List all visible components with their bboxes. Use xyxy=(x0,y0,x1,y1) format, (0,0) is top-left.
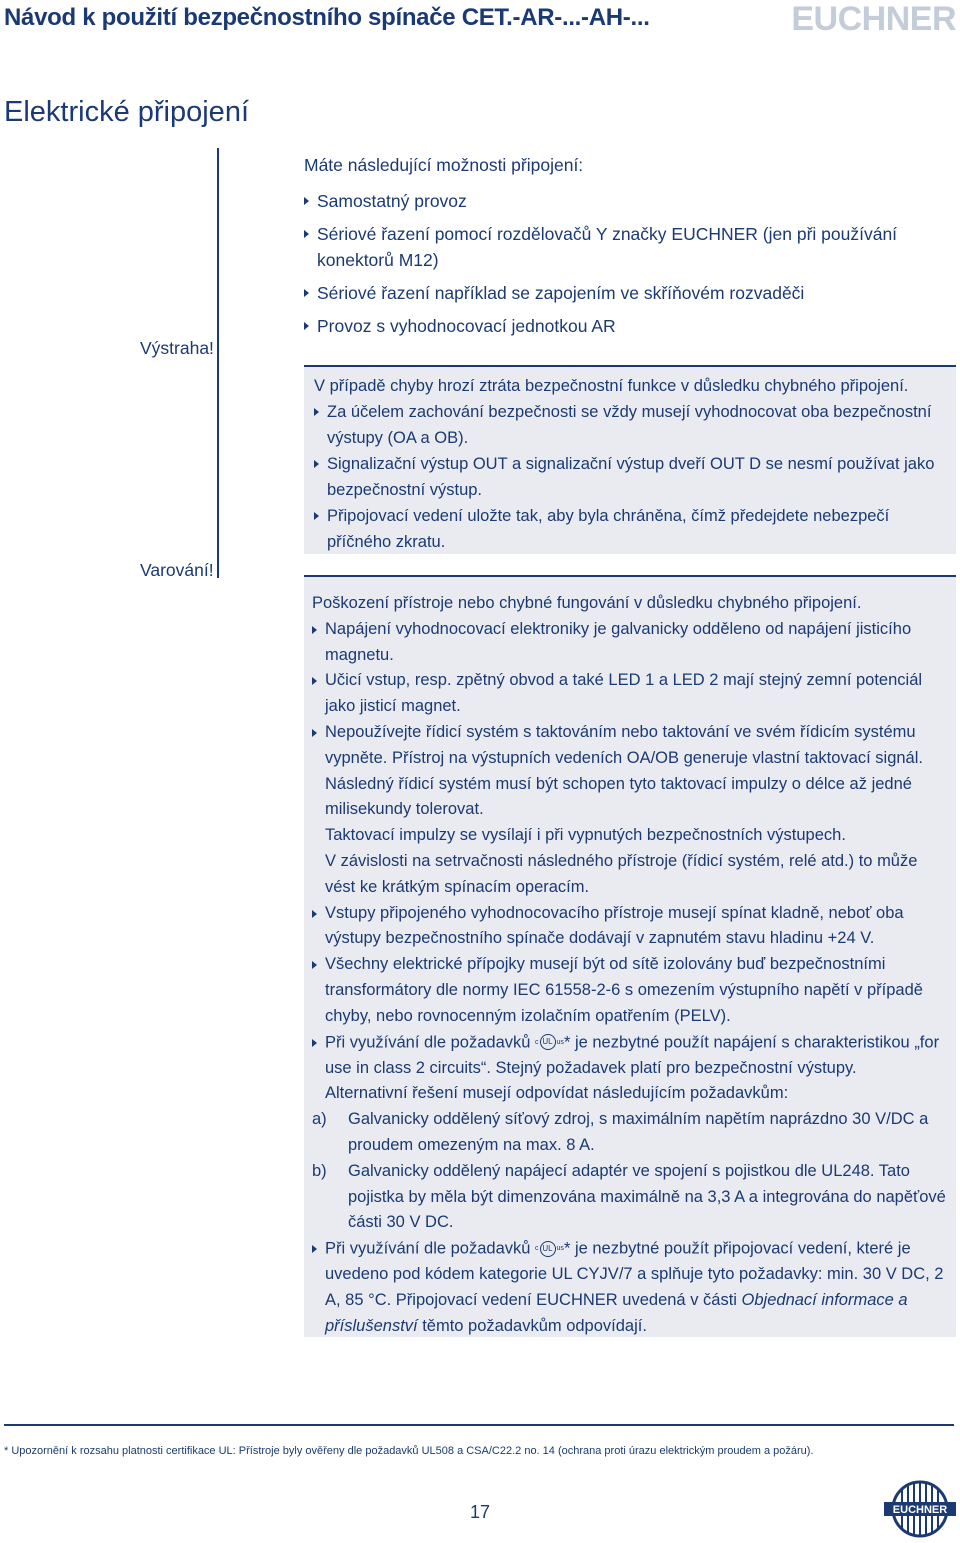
alternative-a: a) Galvanicky oddělený síťový zdroj, s maximálním napětím naprázdno 30 V/DC a proudem omezeným na max. 8 A. xyxy=(312,1110,929,1154)
list-item: Provoz s vyhodnocovací jednotkou AR xyxy=(304,313,954,339)
bullet-triangle-icon xyxy=(312,677,317,685)
bullet-triangle-icon xyxy=(304,197,309,205)
bullet-triangle-icon xyxy=(312,626,317,634)
bullet-triangle-icon xyxy=(312,1245,317,1253)
bullet-triangle-icon xyxy=(314,408,319,416)
list-item: Připojovací vedení uložte tak, aby byla chráněna, čímž předejdete nebezpečí příčného zkratu. xyxy=(314,503,946,555)
caution-note: Taktovací impulzy se vysílají i při vypnutých bezpečnostních výstupech. xyxy=(325,826,846,845)
label-column-divider xyxy=(217,148,219,578)
list-item: Samostatný provoz xyxy=(304,188,954,214)
caution-note: Alternativní řešení musejí odpovídat následujícím požadavkům: xyxy=(325,1084,789,1103)
bullet-triangle-icon xyxy=(312,910,317,918)
warning-label: Výstraha! xyxy=(140,338,214,358)
list-item: Učicí vstup, resp. zpětný obvod a také LED 1 a LED 2 mají stejný zemní potenciál jako jisticí magnet. xyxy=(312,668,948,720)
bullet-triangle-icon xyxy=(304,322,309,330)
caution-lead: Poškození přístroje nebo chybné fungování v důsledku chybného připojení. xyxy=(312,594,862,612)
caution-list-final xyxy=(312,1236,948,1339)
warning-list xyxy=(314,399,946,555)
logo-wordmark: EUCHNER xyxy=(892,1504,948,1516)
caution-label: Varování! xyxy=(140,560,214,580)
bullet-triangle-icon xyxy=(314,512,319,520)
bullet-triangle-icon xyxy=(312,1039,317,1047)
caution-box xyxy=(304,575,956,1337)
page-header xyxy=(0,0,960,42)
ul-certification-icon: us xyxy=(556,1245,564,1253)
list-item: Při využívání dle požadavků c UL us* je nezbytné použít napájení s charakteristikou „for use in class 2 circuits“. Stejný požadavek platí pro bezpečnostní výstupy. xyxy=(312,1030,948,1082)
caution-list xyxy=(312,617,948,823)
document-title: Návod k použití bezpečnostního spínače CET.-AR-...-AH-... xyxy=(4,4,650,31)
euchner-logo-icon xyxy=(884,1480,956,1538)
brand-wordmark: EUCHNER xyxy=(791,0,956,38)
list-item: Vstupy připojeného vyhodnocovacího přístroje musejí spínat kladně, neboť oba výstupy bezpečnostního spínače dodávají v zapnutém stavu hladinu +24 V. xyxy=(312,901,948,953)
caution-note: V závislosti na setrvačnosti následného přístroje (řídicí systém, relé atd.) to může vést ke krátkým spínacím operacím. xyxy=(325,851,918,896)
cross-reference: Objednací informace a příslušenství xyxy=(325,1291,908,1335)
list-item: Signalizační výstup OUT a signalizační výstup dveří OUT D se nesmí používat jako bezpečnostní výstup. xyxy=(314,451,946,503)
list-item: Za účelem zachování bezpečnosti se vždy musejí vyhodnocovat oba bezpečnostní výstupy (OA a OB). xyxy=(314,399,946,451)
bullet-triangle-icon xyxy=(304,230,309,238)
alternative-b: b) Galvanicky oddělený napájecí adaptér ve spojení s pojistkou dle UL248. Tato pojistka by měla být dimenzována maximálně na 3,3 A a integrována do napěťové části 30 V DC. xyxy=(312,1161,946,1232)
footnote: * Upozornění k rozsahu platnosti certifikace UL: Přístroje byly ověřeny dle požadavků UL508 a CSA/C22.2 no. 14 (ochrana proti úrazu elektrickým proudem a požáru). xyxy=(4,1445,814,1457)
warning-lead: V případě chyby hrozí ztráta bezpečnostní funkce v důsledku chybného připojení. xyxy=(314,377,909,395)
bullet-triangle-icon xyxy=(304,289,309,297)
ul-certification-icon: us xyxy=(556,1038,564,1046)
bullet-triangle-icon xyxy=(312,961,317,969)
page-number: 17 xyxy=(470,1502,491,1522)
list-item: Při využívání dle požadavků c UL us* je nezbytné použít připojovací vedení, které je uvedeno pod kódem kategorie UL CYJV/7 a splňuje tyto požadavky: min. 30 V DC, 2 A, 85 °C. Připojovací vedení EUCHNER uvedená v části Objednací informace a příslušenství těmto požadavkům odpovídají. xyxy=(312,1236,948,1339)
connection-options xyxy=(304,152,954,346)
ul-certification-icon: c xyxy=(535,1038,539,1046)
ul-certification-icon: UL xyxy=(540,1241,556,1257)
ul-certification-icon: c xyxy=(535,1245,539,1253)
list-item: Sériové řazení pomocí rozdělovačů Y značky EUCHNER (jen při používání konektorů M12) xyxy=(304,221,954,273)
list-item: Všechny elektrické přípojky musejí být od sítě izolovány buď bezpečnostními transformátory dle normy IEC 61558-2-6 s omezením výstupního napětí v případě chyby, nebo rovnocenným izolačním opatřením (PELV). xyxy=(312,952,948,1029)
warning-box xyxy=(304,365,956,554)
list-item: Napájení vyhodnocovací elektroniky je galvanicky odděleno od napájení jisticího magnetu. xyxy=(312,617,948,669)
ul-certification-icon: UL xyxy=(540,1034,556,1050)
connection-options-list xyxy=(304,188,954,339)
list-item: Sériové řazení například se zapojením ve skříňovém rozvaděči xyxy=(304,280,954,306)
list-item: Nepoužívejte řídicí systém s taktováním nebo taktování ve svém řídicím systému vypněte. Přístroj na výstupních vedeních OA/OB generuje vlastní taktovací signál. Následný řídicí systém musí být schopen tyto taktovací impulzy o délce až jedné milisekundy tolerovat. xyxy=(312,720,948,823)
bullet-triangle-icon xyxy=(312,729,317,737)
footnote-divider xyxy=(4,1424,954,1426)
section-title: Elektrické připojení xyxy=(4,96,249,128)
bullet-triangle-icon xyxy=(314,460,319,468)
connection-options-lead: Máte následující možnosti připojení: xyxy=(304,155,584,175)
caution-list-continued xyxy=(312,901,948,1082)
